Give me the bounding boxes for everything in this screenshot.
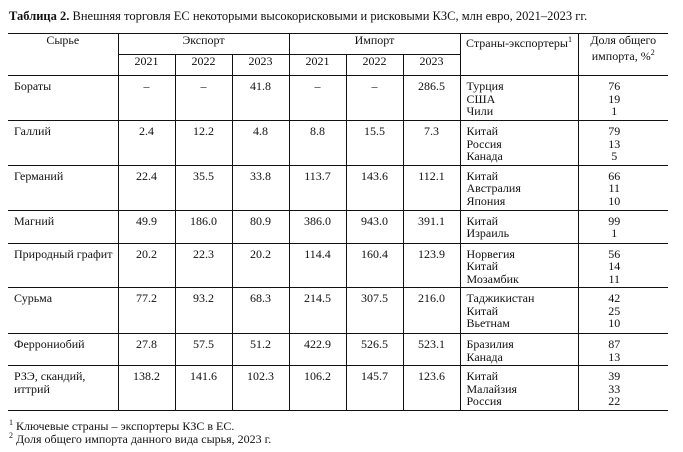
export-value-2021: 27.8 (118, 334, 175, 366)
country-name: Вьетнам (466, 316, 510, 330)
import-shares (578, 76, 668, 121)
import-shares (578, 165, 668, 210)
exporter-countries (460, 76, 578, 121)
export-year-2023: 2023 (232, 55, 289, 76)
country-name: Япония (466, 193, 506, 208)
share-value: 33 (608, 381, 621, 396)
import-shares (578, 243, 668, 288)
table-row (8, 210, 668, 243)
import-shares (578, 366, 668, 411)
country-name: Китай (466, 303, 499, 318)
header-countries-text: Страны-экспортеры (466, 36, 568, 50)
share-value: 42 (608, 291, 621, 305)
footnote-1-mark: 1 (9, 418, 13, 427)
export-value-2023: 51.2 (232, 334, 289, 366)
import-shares (578, 334, 668, 366)
header-export: Экспорт (118, 34, 289, 55)
country-name: Чили (466, 104, 494, 118)
export-value-2021: 2.4 (118, 121, 175, 166)
export-value-2023: 80.9 (232, 210, 289, 243)
exporter-countries (460, 334, 578, 366)
export-value-2021: – (118, 76, 175, 121)
export-value-2021: 49.9 (118, 210, 175, 243)
import-shares (578, 288, 668, 334)
import-value-2021: 8.8 (289, 121, 346, 166)
country-name: США (466, 91, 496, 106)
table-row (8, 76, 668, 121)
share-value: 1 (611, 104, 618, 118)
share-value: 19 (608, 91, 621, 106)
share-value: 5 (611, 149, 618, 163)
export-value-2022: – (175, 76, 232, 121)
import-value-2021: 214.5 (289, 288, 346, 334)
share-value: 56 (608, 246, 621, 261)
material-name: Феррониобий (8, 334, 118, 366)
share-value: 13 (608, 349, 621, 364)
material-name: Бораты (8, 76, 118, 121)
share-value: 13 (608, 136, 621, 151)
export-year-2022: 2022 (175, 55, 232, 76)
material-name: Природный графит (8, 243, 118, 288)
country-name: Таджикистан (466, 291, 535, 305)
import-value-2023: 112.1 (403, 165, 460, 210)
exporter-countries (460, 366, 578, 411)
header-share-sup: 2 (650, 47, 655, 57)
export-value-2023: 4.8 (232, 121, 289, 166)
import-value-2022: 145.7 (346, 366, 403, 411)
import-value-2022: 526.5 (346, 334, 403, 366)
share-value: 10 (608, 316, 621, 330)
country-name: Россия (466, 394, 502, 408)
country-name: Китай (466, 369, 499, 383)
header-import: Импорт (289, 34, 460, 55)
share-value: 11 (608, 181, 621, 195)
exporter-countries (460, 243, 578, 288)
table-row (8, 121, 668, 166)
share-value: 11 (608, 271, 621, 286)
import-value-2021: 422.9 (289, 334, 346, 366)
footnote-2-text: Доля общего импорта данного вида сырья, 2023 г. (16, 432, 272, 446)
material-name: Магний (8, 210, 118, 243)
export-value-2023: 102.3 (232, 366, 289, 411)
country-name: Канада (466, 349, 503, 364)
export-value-2021: 22.4 (118, 165, 175, 210)
export-value-2023: 20.2 (232, 243, 289, 288)
export-year-2021: 2021 (118, 55, 175, 76)
country-name: Китай (466, 213, 499, 228)
share-value: 14 (608, 259, 621, 273)
table-row (8, 243, 668, 288)
exporter-countries (460, 288, 578, 334)
import-value-2022: 307.5 (346, 288, 403, 334)
import-value-2021: 114.4 (289, 243, 346, 288)
country-name: Россия (466, 136, 502, 151)
material-name: Галлий (8, 121, 118, 166)
export-value-2022: 93.2 (175, 288, 232, 334)
share-value: 1 (611, 226, 618, 240)
export-value-2023: 41.8 (232, 76, 289, 121)
import-value-2023: 7.3 (403, 121, 460, 166)
import-value-2022: 143.6 (346, 165, 403, 210)
share-value: 25 (608, 303, 621, 318)
footnote-2-mark: 2 (9, 431, 13, 440)
table-caption (9, 9, 587, 24)
export-value-2021: 138.2 (118, 366, 175, 411)
share-value: 76 (608, 79, 621, 93)
header-countries-sup: 1 (567, 35, 572, 44)
import-value-2023: 216.0 (403, 288, 460, 334)
country-name: Китай (466, 168, 499, 183)
country-name: Бразилия (466, 337, 514, 351)
exporter-countries (460, 121, 578, 166)
header-share-text: Доля общего импорта, % (590, 33, 657, 63)
table-row (8, 334, 668, 366)
share-value: 10 (608, 193, 621, 208)
import-value-2023: 123.9 (403, 243, 460, 288)
export-value-2022: 186.0 (175, 210, 232, 243)
import-value-2023: 123.6 (403, 366, 460, 411)
table-body (8, 76, 668, 411)
import-shares (578, 121, 668, 166)
header-countries (460, 34, 578, 76)
export-value-2022: 22.3 (175, 243, 232, 288)
country-name: Китай (466, 259, 499, 273)
country-name: Малайзия (466, 381, 518, 396)
material-name: Сурьма (8, 288, 118, 334)
import-value-2022: 15.5 (346, 121, 403, 166)
material-name: РЗЭ, скандий, иттрий (8, 366, 118, 411)
export-value-2023: 68.3 (232, 288, 289, 334)
import-value-2021: 113.7 (289, 165, 346, 210)
country-name: Австралия (466, 181, 521, 195)
export-value-2022: 141.6 (175, 366, 232, 411)
import-value-2021: 106.2 (289, 366, 346, 411)
country-name: Мозамбик (466, 271, 519, 286)
import-year-2022: 2022 (346, 55, 403, 76)
share-value: 87 (608, 337, 621, 351)
footnote-2 (9, 431, 271, 447)
export-value-2022: 57.5 (175, 334, 232, 366)
country-name: Израиль (466, 226, 510, 240)
country-name: Турция (466, 79, 504, 93)
share-value: 66 (608, 168, 621, 183)
exporter-countries (460, 210, 578, 243)
table-row (8, 165, 668, 210)
share-value: 39 (608, 369, 621, 383)
trade-table (8, 33, 668, 411)
export-value-2023: 33.8 (232, 165, 289, 210)
share-value: 22 (608, 394, 621, 408)
export-value-2021: 77.2 (118, 288, 175, 334)
import-value-2022: 160.4 (346, 243, 403, 288)
country-name: Норвегия (466, 246, 515, 261)
import-value-2023: 391.1 (403, 210, 460, 243)
header-material: Сырье (8, 34, 118, 76)
export-value-2021: 20.2 (118, 243, 175, 288)
share-value: 99 (608, 213, 621, 228)
table-label: Таблица 2. (9, 9, 70, 23)
import-year-2021: 2021 (289, 55, 346, 76)
material-name: Германий (8, 165, 118, 210)
import-year-2023: 2023 (403, 55, 460, 76)
export-value-2022: 12.2 (175, 121, 232, 166)
import-value-2022: – (346, 76, 403, 121)
import-shares (578, 210, 668, 243)
table-title: Внешняя торговля ЕС некоторыми высокорисковыми и рисковыми КЗС, млн евро, 2021–2023 гг. (72, 9, 588, 23)
export-value-2022: 35.5 (175, 165, 232, 210)
import-value-2023: 523.1 (403, 334, 460, 366)
import-value-2022: 943.0 (346, 210, 403, 243)
footnote-1-text: Ключевые страны – экспортеры КЗС в ЕС. (16, 419, 235, 433)
header-share (578, 34, 668, 76)
import-value-2021: – (289, 76, 346, 121)
table-row (8, 366, 668, 411)
import-value-2023: 286.5 (403, 76, 460, 121)
table-row (8, 288, 668, 334)
exporter-countries (460, 165, 578, 210)
country-name: Китай (466, 124, 499, 138)
country-name: Канада (466, 149, 503, 163)
share-value: 79 (608, 124, 621, 138)
import-value-2021: 386.0 (289, 210, 346, 243)
